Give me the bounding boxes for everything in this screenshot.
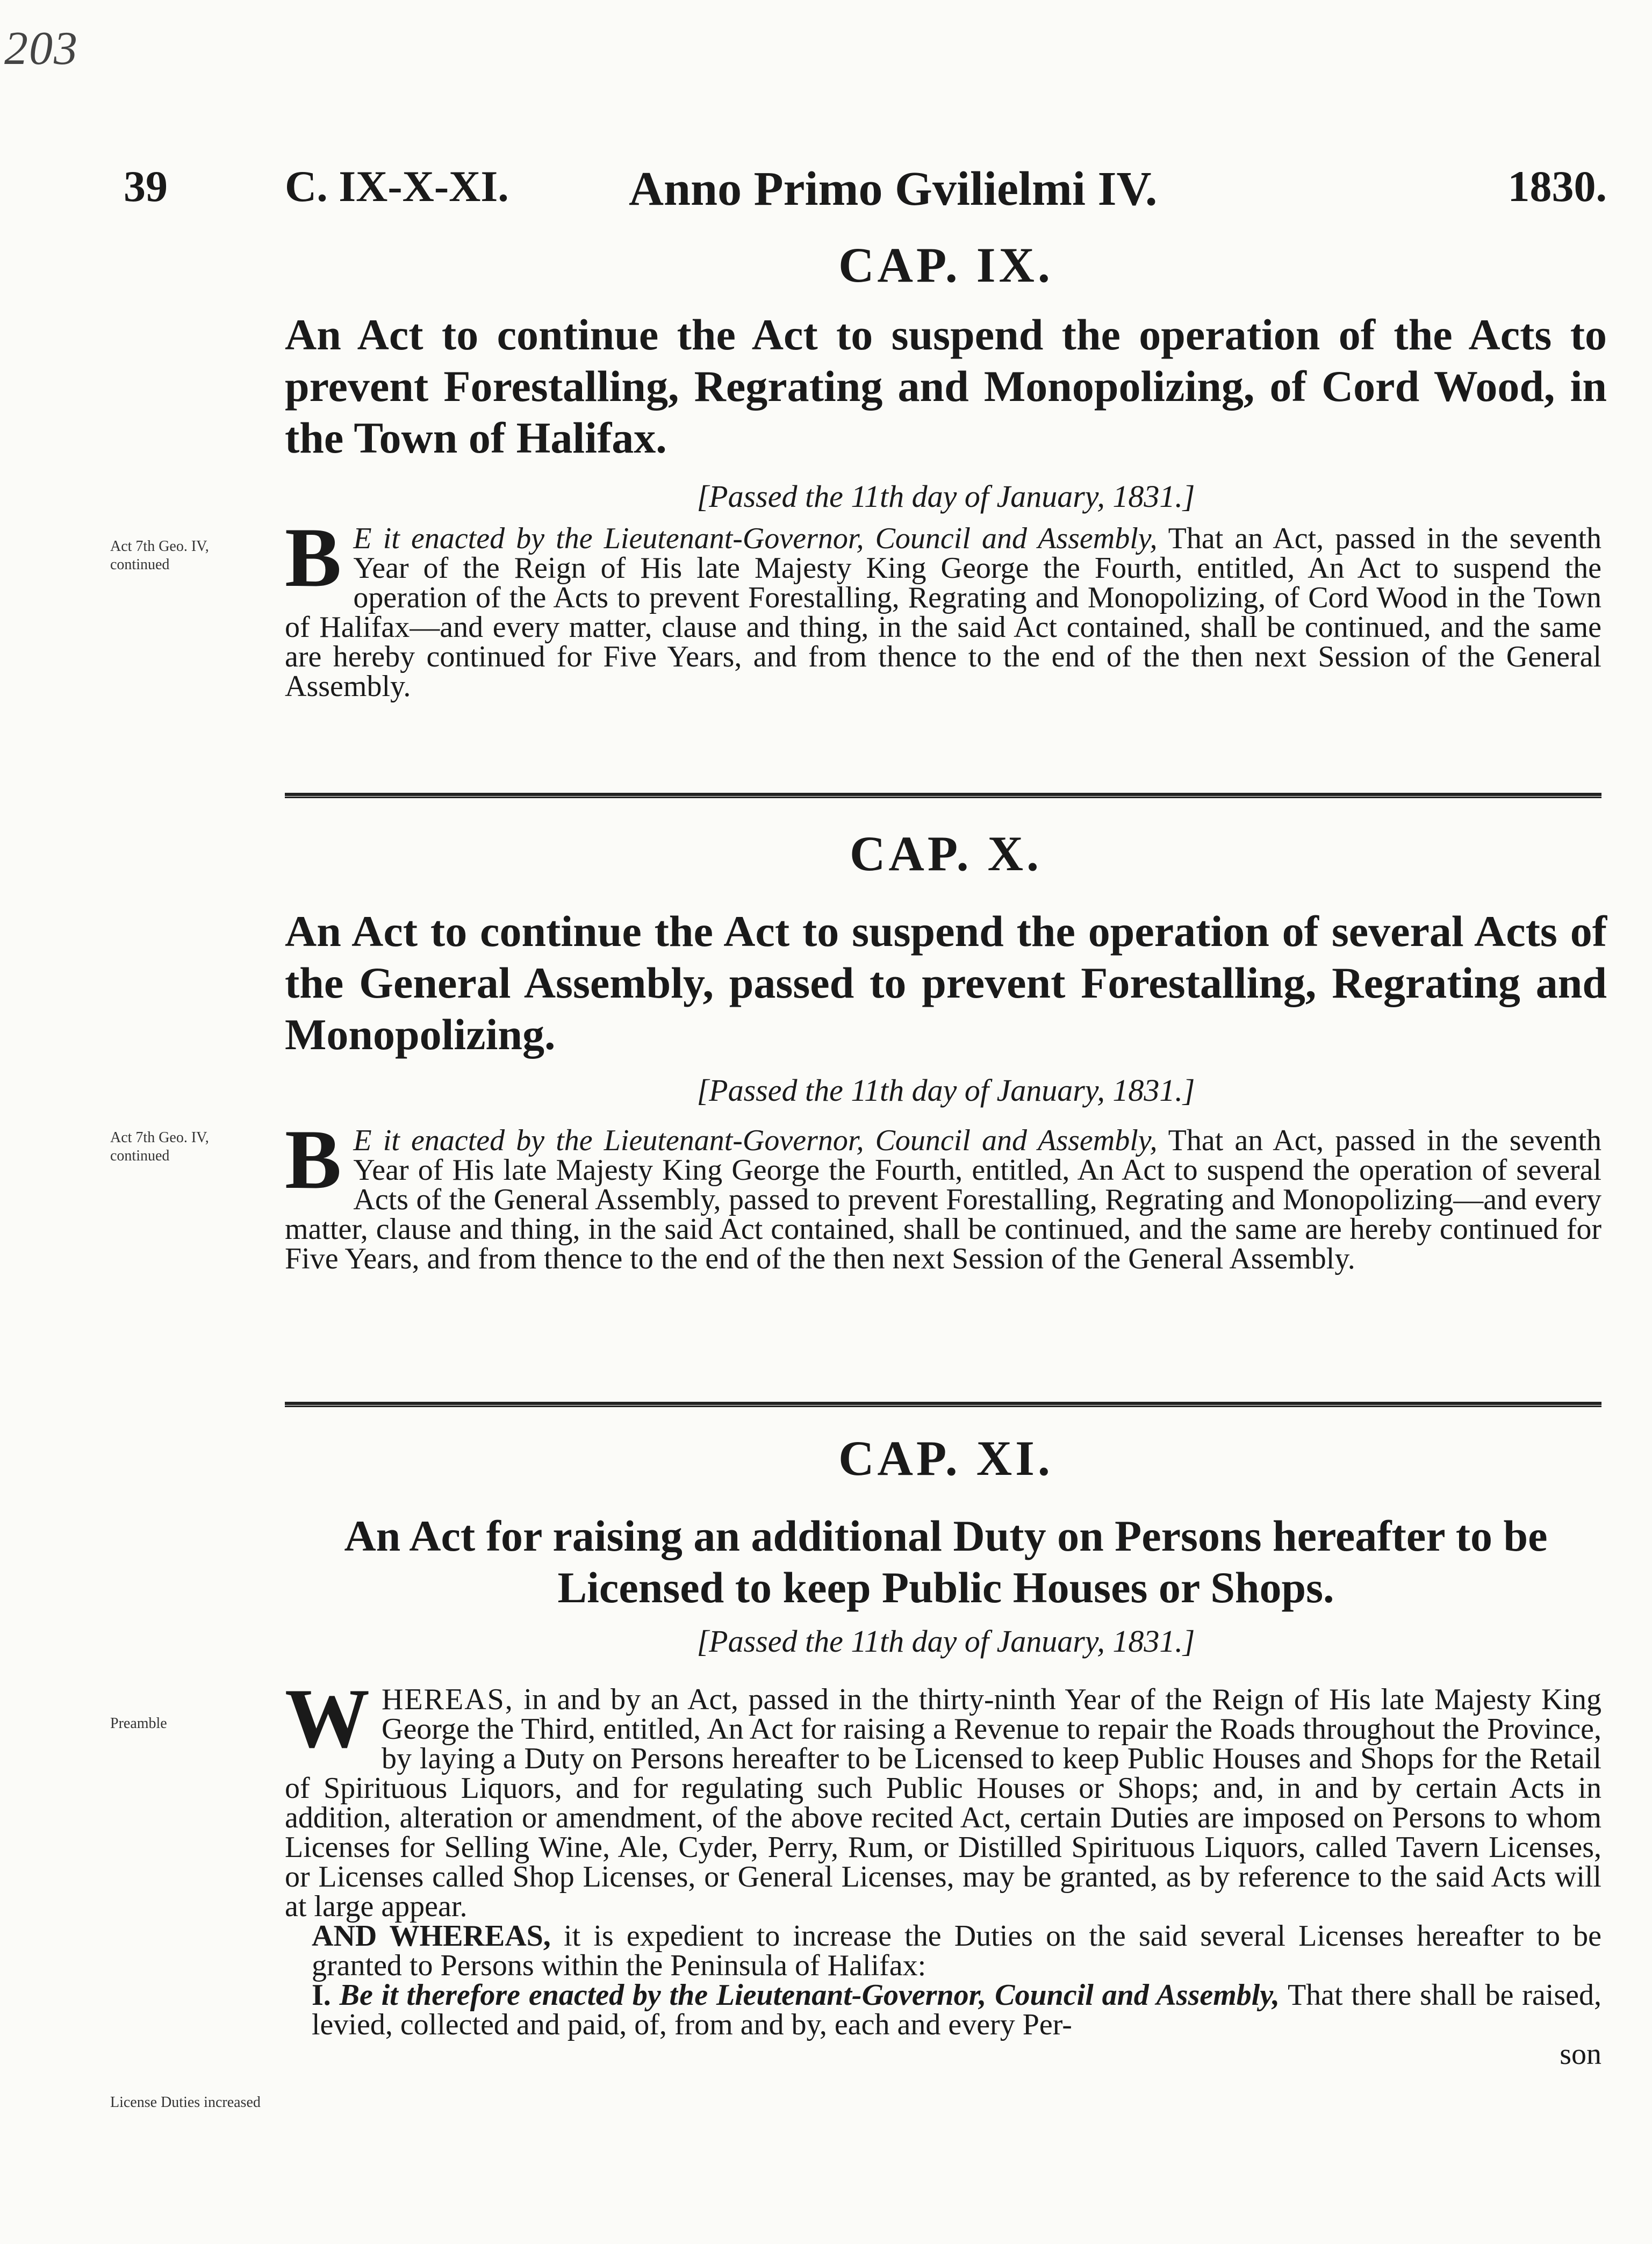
act-title: An Act to continue the Act to suspend the operation of the Acts to prevent Forestalling, Regrating and Monopolizing, of Cord Wood, in the Town of Halifax. — [285, 310, 1607, 462]
enactment-body: That an Act, passed in the seventh Year of the Reign of His late Majesty King George the Fourth, entitled, An Act to suspend the operation of the Acts to prevent Forestalling, Regrating and Monopolizing, of Cord Wood in the Town of Halifax—and every matter, clause and thing, in the said Act contained, shall be continued, and the same are hereby continued for Five Years, and from thence to the end of the then next Session of the General Assembly. — [285, 522, 1601, 703]
enactment-clause: E it enacted by the Lieutenant-Governor, Council and Assembly, — [353, 522, 1158, 555]
drop-cap: W — [285, 1672, 370, 1766]
section-divider — [285, 1402, 1601, 1407]
section-clause: Be it therefore enacted by the Lieutenant-Governor, Council and Assembly, — [339, 1978, 1280, 2012]
side-note: Act 7th Geo. IV, continued — [110, 1129, 209, 1164]
preamble-paragraph — [285, 1672, 1601, 1923]
preamble-text — [285, 1672, 1602, 2071]
section-body: That there shall be raised, levied, collected and paid, of, from and by, each and every Per- — [312, 1978, 1602, 2041]
catchword: son — [1560, 2038, 1601, 2071]
whereas-caps: AND WHEREAS, — [312, 1919, 551, 1953]
enactment-text — [285, 1113, 1601, 1275]
drop-cap: B — [285, 511, 342, 605]
side-note-preamble: Preamble — [110, 1715, 167, 1732]
lead-caps: HEREAS, — [382, 1683, 514, 1716]
passed-date: [Passed the 11th day of January, 1831.] — [696, 1073, 1195, 1108]
cap-heading: CAP. XI. — [838, 1431, 1053, 1486]
side-note-license-duties: License Duties increased — [110, 2094, 261, 2111]
folio-mark: 203 — [4, 23, 78, 75]
running-head — [124, 161, 1607, 231]
preamble-body: in and by an Act, passed in the thirty-ninth Year of the Reign of His late Majesty King George the Third, entitled, An Act for raising a Revenue to repair the Roads throughout the Province, by laying a Duty on Persons hereafter to be Licensed to keep Public Houses and Shops for the Retail of Spirituous Liquors, and for regulating such Public Houses or Shops; and, in and by certain Acts in addition, alteration or amendment, of the above recited Act, certain Duties are imposed on Persons to whom Licenses for Selling Wine, Ale, Cyder, Perry, Rum, or Distilled Spirituous Liquors, called Tavern Licenses, or Licenses called Shop Licenses, or General Licenses, may be granted, as by reference to the said Acts will at large appear. — [285, 1683, 1601, 1923]
passed-date: [Passed the 11th day of January, 1831.] — [696, 1624, 1195, 1659]
act-title: An Act to continue the Act to suspend the operation of several Acts of the General Assembly, passed to prevent Forestalling, Regrating and Monopolizing. — [285, 907, 1607, 1059]
passed-date: [Passed the 11th day of January, 1831.] — [696, 479, 1195, 514]
side-note: Act 7th Geo. IV, continued — [110, 538, 209, 573]
page-number: 39 — [124, 162, 168, 211]
whereas-body: it is expedient to increase the Duties on the said several Licenses hereafter to be granted to Persons within the Peninsula of Halifax: — [312, 1919, 1602, 1982]
section-number: I. — [312, 1978, 331, 2012]
section-one — [285, 1978, 1602, 2041]
running-title: Anno Primo Gvilielmi IV. — [629, 162, 1158, 216]
act-title: An Act for raising an additional Duty on Persons hereafter to be Licensed to keep Public Houses or Shops. — [344, 1511, 1548, 1612]
cap-heading: CAP. X. — [849, 826, 1043, 881]
enactment-body: That an Act, passed in the seventh Year of His late Majesty King George the Fourth, entitled, An Act to suspend the operation of several Acts of the General Assembly, passed to prevent Forestalling, Regrating and Monopolizing—and every matter, clause and thing, in the said Act contained, shall be continued, and the same are hereby continued for Five Years, and from thence to the end of the then next Session of the General Assembly. — [285, 1124, 1601, 1275]
enactment-clause: E it enacted by the Lieutenant-Governor, Council and Assembly, — [353, 1124, 1158, 1157]
cap-heading: CAP. IX. — [838, 238, 1053, 292]
enactment-text — [285, 511, 1601, 703]
whereas-paragraph — [285, 1919, 1602, 1982]
running-year: 1830. — [1507, 162, 1607, 211]
chapter-range: C. IX-X-XI. — [285, 162, 509, 211]
drop-cap: B — [285, 1113, 342, 1207]
section-divider — [285, 793, 1601, 798]
